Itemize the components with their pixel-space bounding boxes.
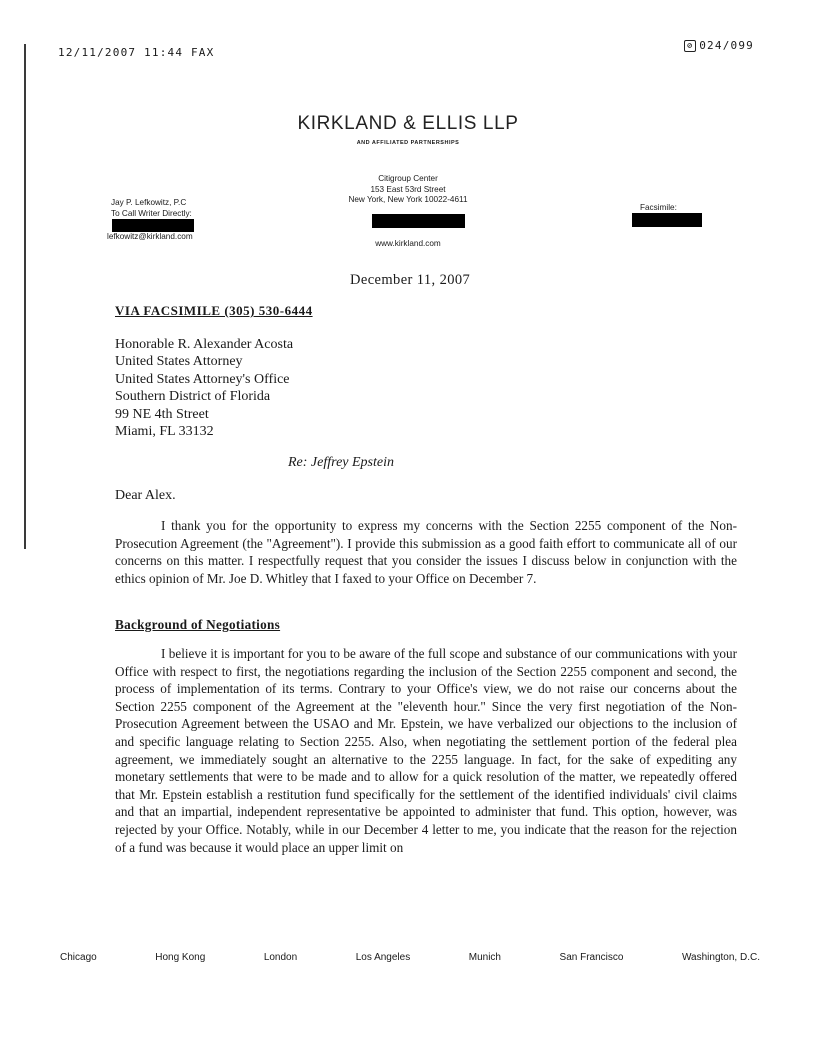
sender-name: Jay P. Lefkowitz, P.C [111,198,187,207]
fax-header: 12/11/2007 11:44 FAX [58,46,215,59]
body-paragraph [115,517,737,587]
address-line: 153 East 53rd Street [370,184,446,194]
via-facsimile: VIA FACSIMILE (305) 530-6444 [115,303,313,318]
firm-name: KIRKLAND & ELLIS LLP [297,113,519,134]
page-counter: 024/099 [699,39,754,52]
fax-page-counter [684,39,754,52]
salutation: Dear Alex. [115,488,176,503]
office-location: San Francisco [559,952,624,963]
redaction-bar [632,213,702,227]
paragraph-text: I believe it is important for you to be aware of the full scope and substance of our communications with your Office with respect to first, the negotiations regarding the inclusion of the Section 2255 component and second, the process of implementation of its terms. Contrary to your Office's view, we do not raise our concerns about the Section 2255 component of the Agreement at the "eleventh hour." Since the very first negotiation of the Non-Prosecution Agreement between the USAO and Mr. Epstein, we have verbalized our objections to the inclusion of and specific language relating to Section 2255. Also, when negotiating the settlement portion of the federal plea agreement, we immediately sought an alternative to the 2255 language. In fact, for the sake of expediting any monetary settlements that were to be made and to allow for a quick resolution of the matter, we repeatedly offered that Mr. Epstein establish a restitution fund specifically for the settlement of the identified individuals' civil claims and that an impartial, independent representative be appointed to administer that fund. This option, however, was rejected by your Office. Notably, while in our December 4 letter to me, you indicate that the reason for the rejection of a fund was because it would place an upper limit on [115,646,737,855]
sender-block [111,198,192,219]
section-heading: Background of Negotiations [115,617,281,632]
office-location: Los Angeles [355,952,411,963]
office-location: Washington, D.C. [681,952,760,963]
redaction-bar [112,219,194,232]
firm-subtitle: AND AFFILIATED PARTNERSHIPS [356,140,460,146]
fax-machine-icon: ⊘ [684,40,696,52]
office-location: Hong Kong [155,952,206,963]
recipient-line: Southern District of Florida [115,389,271,405]
recipient-line: Honorable R. Alexander Acosta [115,337,294,352]
office-location: London [263,952,298,963]
office-location: Munich [468,952,501,963]
body-paragraph [115,645,737,856]
facsimile-label: Facsimile: [640,203,677,212]
letter-date: December 11, 2007 [350,272,471,288]
office-location: Chicago [60,952,97,963]
sender-email: lefkowitz@kirkland.com [107,232,193,241]
redaction-bar [372,214,465,228]
paragraph-text: I thank you for the opportunity to express my concerns with the Section 2255 component of the Non-Prosecution Agreement (the "Agreement"). I provide this submission as a good faith effort to communicate all of our concerns on this matter. I respectfully request that you consider the issues I discuss below in conjunction with the ethics opinion of Mr. Joe D. Whitley that I faxed to your Office on December 7. [115,518,737,586]
recipient-line: 99 NE 4th Street [115,406,209,422]
recipient-line: United States Attorney [115,354,243,370]
recipient-block [115,336,293,440]
address-line: Citigroup Center [378,174,438,183]
office-locations-footer [60,952,760,963]
firm-website: www.kirkland.com [375,239,441,248]
recipient-line: Miami, FL 33132 [115,424,214,440]
recipient-line: United States Attorney's Office [115,371,290,387]
call-direct-label: To Call Writer Directly: [111,208,192,218]
re-line: Re: Jeffrey Epstein [288,455,394,470]
address-line: New York, New York 10022-4611 [348,195,468,204]
